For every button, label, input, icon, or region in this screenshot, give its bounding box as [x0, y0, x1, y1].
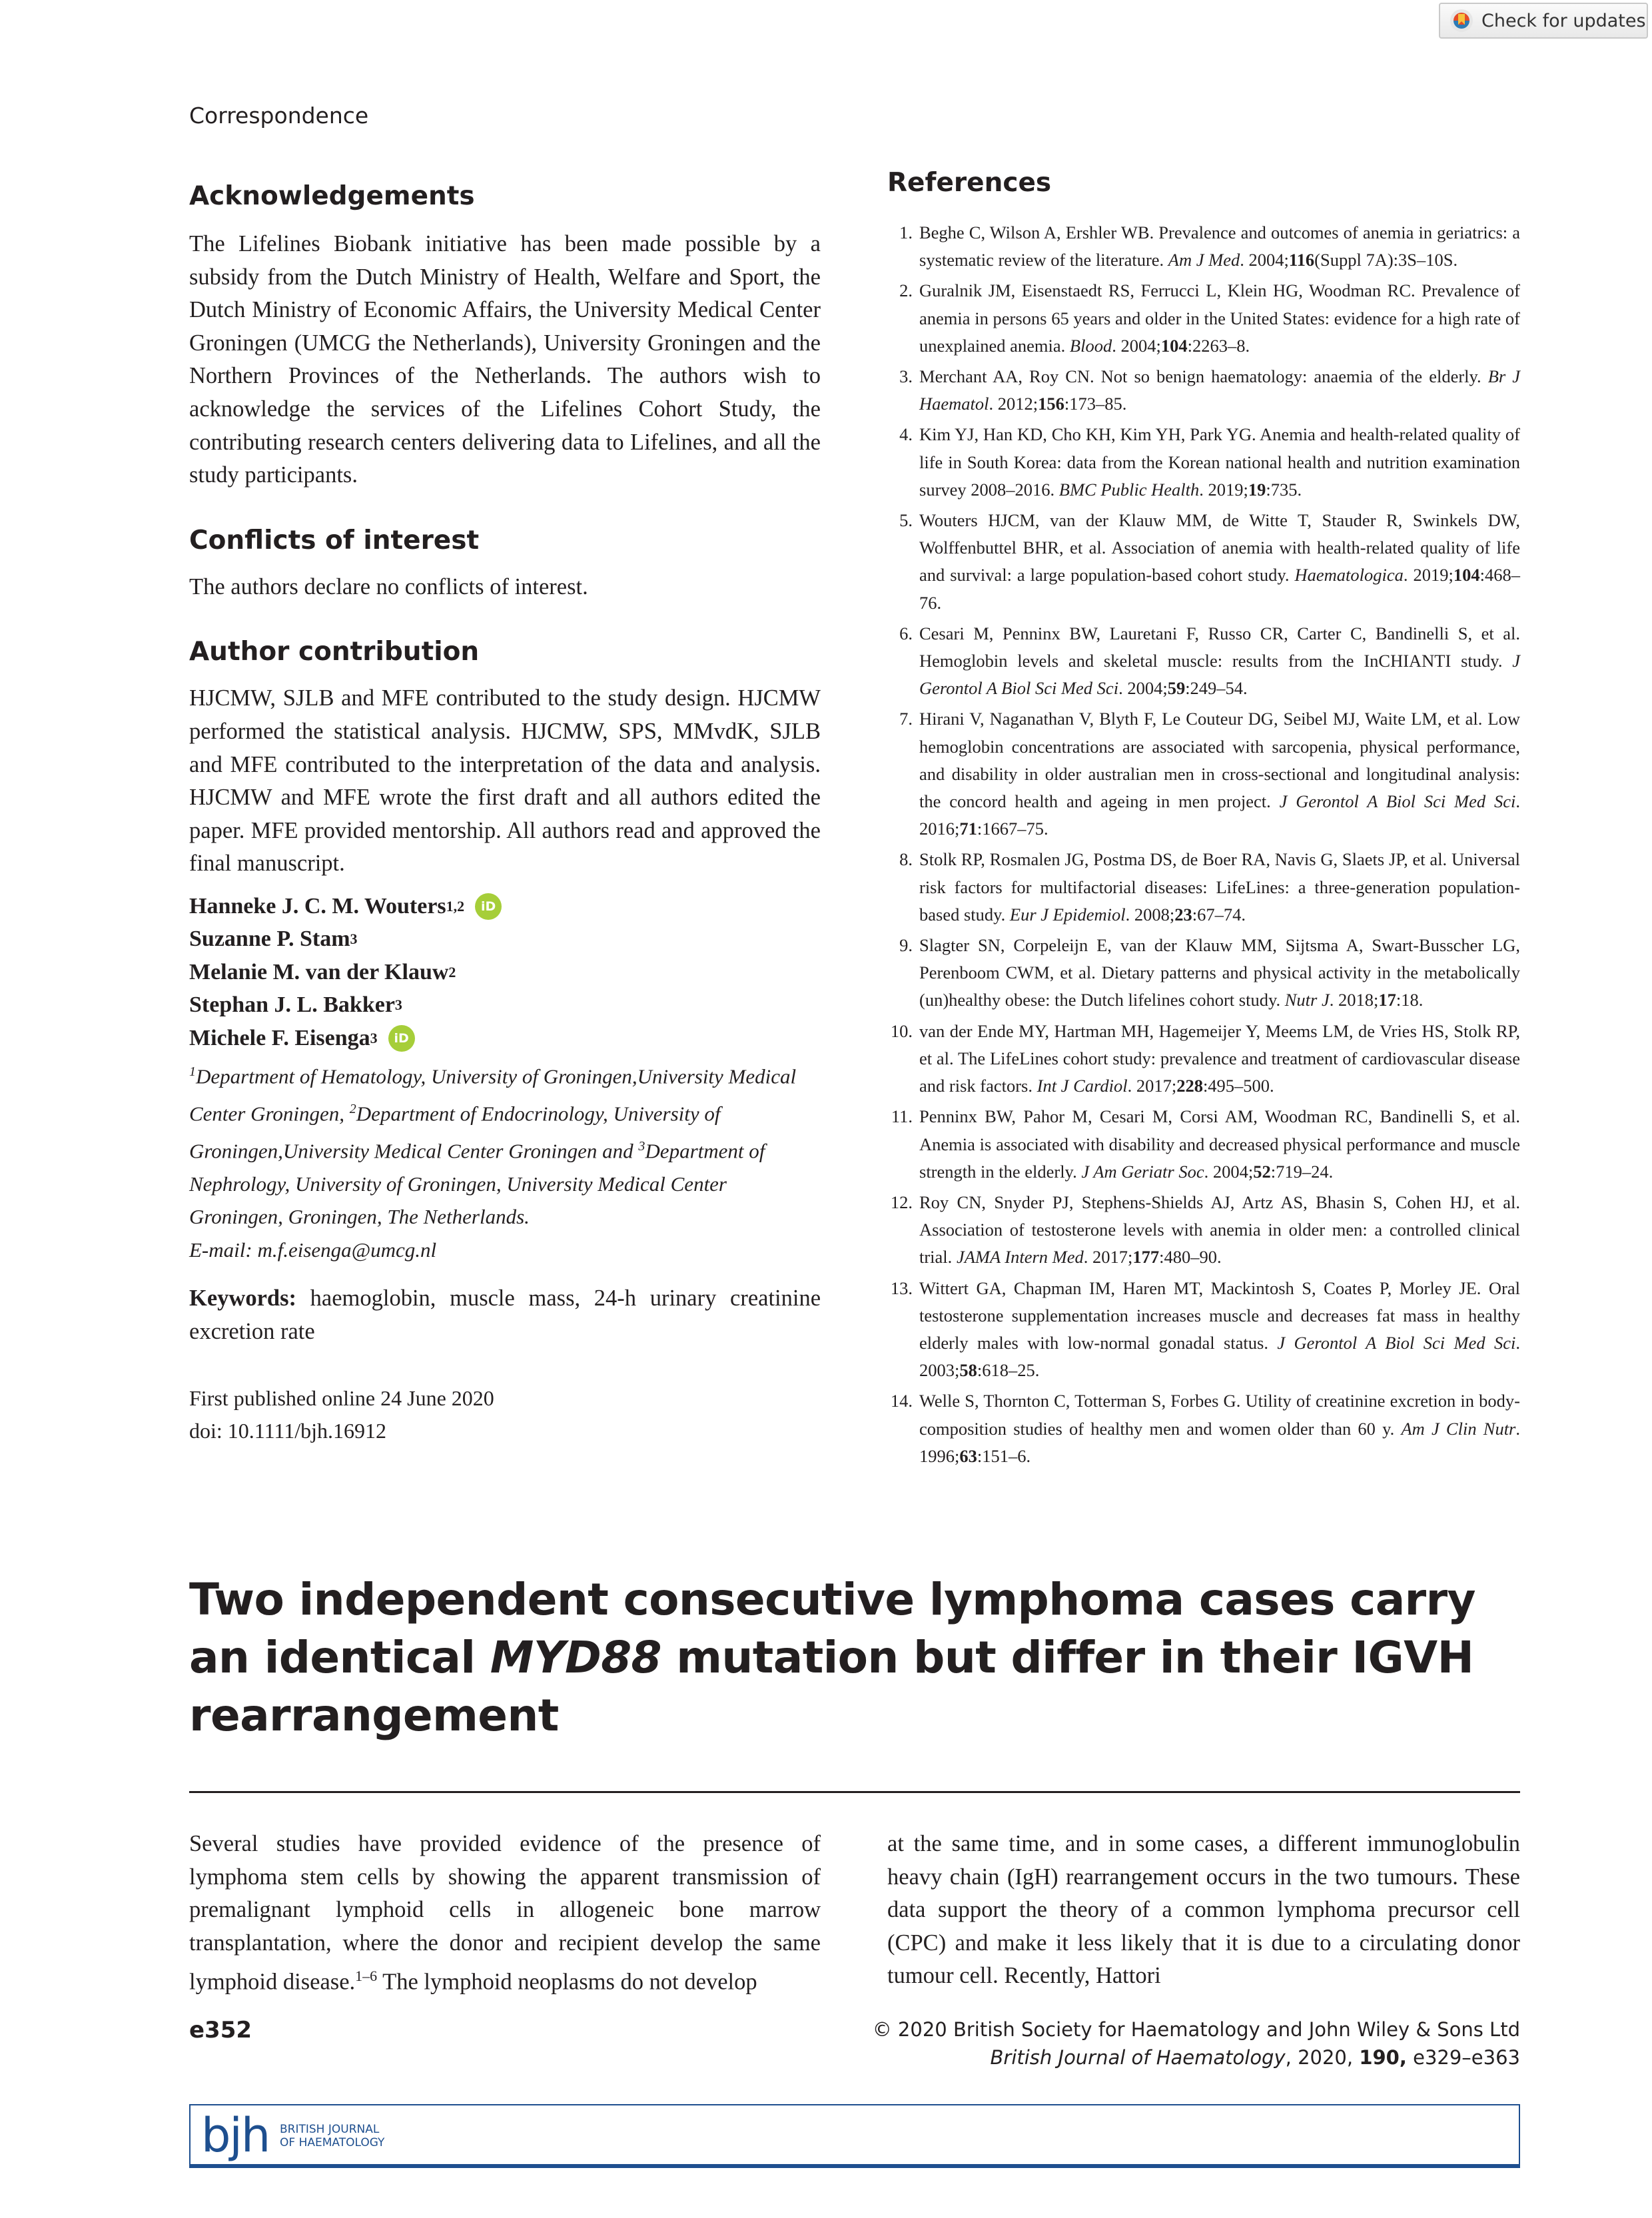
- author-name: Suzanne P. Stam 3: [189, 926, 358, 952]
- conflicts-heading: Conflicts of interest: [189, 525, 480, 555]
- crossmark-icon: [1449, 9, 1473, 33]
- reference-item: 3. Merchant AA, Roy CN. Not so benign haematology: anaemia of the elderly. Br J Haematol. 2012;156:173–85.: [899, 366, 1521, 414]
- reference-item: 14. Welle S, Thornton C, Totterman S, Forbes G. Utility of creatinine excretion in body-composition studies of healthy men and women older than 60 y. Am J Clin Nutr. 1996;63:151–6.: [890, 1391, 1520, 1466]
- section-divider: [189, 1791, 1520, 1793]
- reference-item: 12. Roy CN, Snyder PJ, Stephens-Shields AJ, Artz AS, Bhasin S, Cohen HJ, et al. Association of testosterone levels with anemia in older men: a controlled clinical trial. JAMA Intern Med. 2017;177:480–90.: [890, 1192, 1520, 1268]
- keywords: Keywords: haemoglobin, muscle mass, 24-h urinary creatinine excretion rate: [189, 1286, 821, 1344]
- article-title: Two independent consecutive lymphoma cases carry an identical MYD88 mutation but differ in their IGVH rearrangement: [189, 1574, 1475, 1741]
- reference-item: 2. Guralnik JM, Eisenstaedt RS, Ferrucci L, Klein HG, Woodman RC. Prevalence of anemia in persons 65 years and older in the United States: evidence for a high rate of unexplained anemia. Blood. 2004;104:2263–8.: [899, 280, 1520, 356]
- check-for-updates-label: Check for updates: [1481, 10, 1646, 31]
- footer-copyright: © 2020 British Society for Haematology and John Wiley & Sons Ltd British Journal of Haematology, 2020, 190, e329–e363: [872, 2018, 1520, 2069]
- references-section: [887, 168, 1520, 1473]
- reference-item: 8. Stolk RP, Rosmalen JG, Postma DS, de Boer RA, Navis G, Slaets JP, et al. Universal risk factors for multifactorial diseases: LifeLines: a three-generation population-based study. Eur J Epidemiol. 2008;23:67–74.: [899, 849, 1520, 924]
- orcid-icon[interactable]: iD: [475, 893, 502, 920]
- article-body-right: [887, 1828, 1520, 1993]
- running-head: Correspondence: [189, 103, 369, 129]
- reference-item: 11. Penninx BW, Pahor M, Cesari M, Corsi AM, Woodman RC, Bandinelli S, et al. Anemia is associated with disability and decreased physical performance and muscle strength in the elderly. J Am Geriatr Soc. 2004;52:719–24.: [891, 1106, 1520, 1182]
- orcid-icon[interactable]: iD: [388, 1025, 415, 1052]
- check-for-updates-button[interactable]: [1439, 3, 1648, 39]
- article-paragraph: Several studies have provided evidence of the presence of lymphoma stem cells by showing the apparent transmission of premalignant lymphoid cells in allogeneic bone marrow transplantation, where the donor and recipient develop the same lymphoid disease.$^{1-6}$ The lymphoid neoplasms do not develop: [189, 1831, 821, 1995]
- author-name: Stephan J. L. Bakker 3: [189, 992, 402, 1018]
- reference-item: 1. Beghe C, Wilson A, Ershler WB. Prevalence and outcomes of anemia in geriatrics: a systematic review of the literature. Am J Med. 2004;116(Suppl 7A):3S–10S.: [899, 222, 1520, 270]
- conflicts-text: The authors declare no conflicts of interest.: [189, 573, 588, 599]
- author-name: Melanie M. van der Klauw 2: [189, 959, 456, 984]
- left-column: [189, 181, 821, 1448]
- page-number: e352: [189, 2017, 252, 2043]
- author-name: Hanneke J. C. M. Wouters 1,2 iD: [189, 890, 821, 923]
- contact-email[interactable]: E-mail: m.f.eisenga@umcg.nl: [189, 1238, 437, 1262]
- journal-name-logo: BRITISH JOURNAL OF HAEMATOLOGY: [280, 2123, 385, 2149]
- contribution-text: HJCMW, SJLB and MFE contributed to the study design. HJCMW performed the statistical analysis. HJCMW, SPS, MMvdK, SJLB and MFE contributed to the interpretation of the data and analysis. HJCMW and MFE wrote the first draft and all authors edited the paper. MFE provided mentorship. All authors read and approved the final manuscript.: [189, 685, 821, 877]
- acknowledgements-text: The Lifelines Biobank initiative has been made possible by a subsidy from the Dutch Ministry of Health, Welfare and Sport, the Dutch Ministry of Economic Affairs, the University Medical Center Groningen (UMCG the Netherlands), University Groningen and the Northern Provinces of the Netherlands. The authors wish to acknowledge the services of the Lifelines Cohort Study, the contributing research centers delivering data to Lifelines, and all the study participants.: [189, 231, 821, 488]
- reference-item: 4. Kim YJ, Han KD, Cho KH, Kim YH, Park YG. Anemia and health-related quality of life in South Korea: data from the Korean national health and nutrition examination survey 2008–2016. BMC Public Health. 2019;19:735.: [899, 424, 1520, 500]
- article-body-left: [189, 1828, 821, 1999]
- bjh-logo: bjh: [201, 2108, 270, 2163]
- author-list: [189, 890, 821, 1055]
- reference-item: 6. Cesari M, Penninx BW, Lauretani F, Russo CR, Carter C, Bandinelli S, et al. Hemoglobin levels and skeletal muscle: results from the InCHIANTI study. J Gerontol A Biol Sci Med Sci. 2004;59:249–54.: [899, 623, 1520, 699]
- author-name: Michele F. Eisenga 3 iD: [189, 1022, 821, 1055]
- reference-item: 5. Wouters HJCM, van der Klauw MM, de Witte T, Stauder R, Swinkels DW, Wolffenbuttel BHR, et al. Association of anemia with health-related quality of life and survival: a large population-based cohort study. Haematologica. 2019;104:468–76.: [899, 510, 1520, 613]
- article-paragraph: at the same time, and in some cases, a different immunoglobulin heavy chain (IgH) rearrangement occurs in the two tumours. These data support the theory of a common lymphoma precursor cell (CPC) and make it less likely that it is due to a circulating donor tumour cell. Recently, Hattori: [887, 1831, 1520, 1989]
- references-heading: References: [887, 168, 1052, 198]
- acknowledgements-heading: Acknowledgements: [189, 181, 475, 211]
- published-date: First published online 24 June 2020: [189, 1385, 494, 1410]
- reference-item: 7. Hirani V, Naganathan V, Blyth F, Le Couteur DG, Seibel MJ, Waite LM, et al. Low hemoglobin concentrations are associated with sarcopenia, physical performance, and disability in older australian men in cross-sectional and longitudinal analysis: the concord health and ageing in men project. J Gerontol A Biol Sci Med Sci. 2016;71:1667–75.: [899, 709, 1520, 839]
- reference-item: 13. Wittert GA, Chapman IM, Haren MT, Mackintosh S, Coates P, Morley JE. Oral testosterone supplementation increases muscle and decreases fat mass in healthy elderly males with low-normal gonadal status. J Gerontol A Biol Sci Med Sci. 2003;58:618–25.: [890, 1278, 1520, 1381]
- contribution-heading: Author contribution: [189, 637, 480, 667]
- journal-banner: [189, 2104, 1520, 2168]
- affiliations: $^1$Department of Hematology, University of Groningen,University Medical Center Groningen, $^2$Department of Endocrinology, University of Groningen,University Medical Center Groningen and $^3$Department of Nephrology, University of Groningen, University Medical Center Groningen, Groningen, The Netherlands.: [189, 1064, 797, 1229]
- reference-list: [887, 219, 1520, 1470]
- doi[interactable]: doi: 10.1111/bjh.16912: [189, 1419, 386, 1443]
- reference-item: 9. Slagter SN, Corpeleijn E, van der Klauw MM, Sijtsma A, Swart-Busscher LG, Perenboom CWM, et al. Dietary patterns and physical activity in the metabolically (un)healthy obese: the Dutch lifelines cohort study. Nutr J. 2018;17:18.: [899, 935, 1520, 1010]
- reference-item: 10. van der Ende MY, Hartman MH, Hagemeijer Y, Meems LM, de Vries HS, Stolk RP, et al. The LifeLines cohort study: prevalence and treatment of cardiovascular disease and risk factors. Int J Cardiol. 2017;228:495–500.: [890, 1020, 1520, 1096]
